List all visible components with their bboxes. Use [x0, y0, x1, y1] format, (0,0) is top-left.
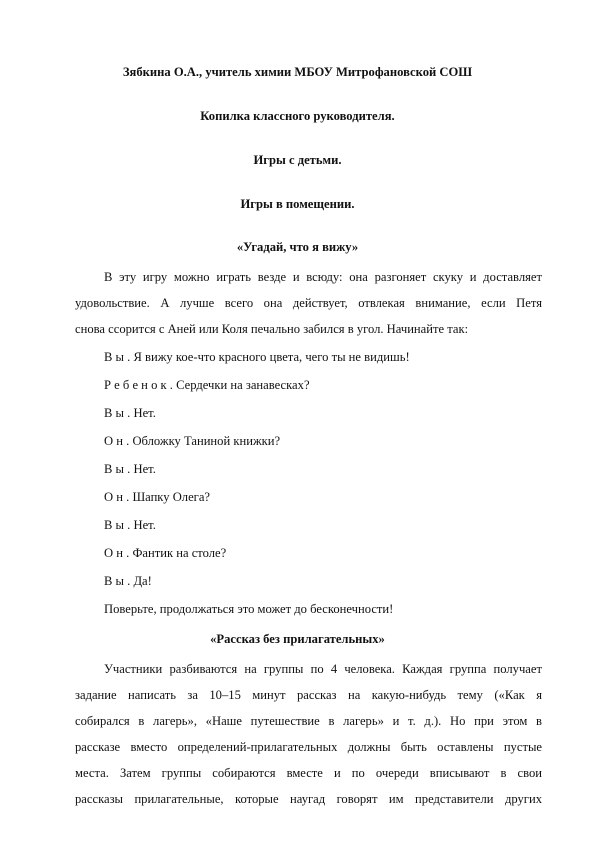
dialogue-text: . Я вижу кое-что красного цвета, чего ты не видишь! [127, 350, 410, 364]
dialogue-line [104, 545, 226, 561]
dialogue-text: . Да! [127, 574, 152, 588]
dialogue-line [104, 349, 410, 365]
game1-intro-line: В эту игру можно играть везде и всюду: она разгоняет скуку и доставляет [104, 270, 542, 284]
game2-line: рассказы прилагательные, которые наугад говорят им представители других [75, 792, 542, 806]
dialogue-speaker: В ы [104, 574, 125, 588]
collection-title: Копилка классного руководителя. [200, 109, 395, 123]
game2-line: Участники разбиваются на группы по 4 человека. Каждая группа получает [104, 662, 542, 676]
game1-title: «Угадай, что я вижу» [236, 240, 359, 254]
dialogue-line [104, 489, 210, 505]
game2-title: «Рассказ без прилагательных» [210, 632, 385, 646]
dialogue-line [104, 461, 156, 477]
dialogue-text: . Сердечки на занавесках? [169, 378, 310, 392]
game1-intro-line: снова ссорится с Аней или Коля печально забился в угол. Начинайте так: [75, 322, 469, 336]
dialogue-text: . Нет. [127, 406, 156, 420]
game1-intro-line: удовольствие. А лучше всего она действует, отвлекая внимание, если Петя [75, 296, 542, 310]
dialogue-speaker: В ы [104, 518, 125, 532]
dialogue-line [104, 405, 156, 421]
game2-line: задание написать за 10–15 минут рассказ на какую-нибудь тему («Как я [75, 688, 542, 702]
dialogue-speaker: В ы [104, 462, 125, 476]
dialogue-text: . Обложку Таниной книжки? [126, 434, 281, 448]
dialogue-speaker: В ы [104, 406, 125, 420]
game2-line: рассказе вместо определений-прилагательных должны быть оставлены пустые [75, 740, 542, 754]
game1-closing: Поверьте, продолжаться это может до бесконечности! [104, 602, 394, 616]
game2-line: собирался в лагерь», «Наше путешествие в лагерь» и т. д.). Но при этом в [75, 714, 542, 728]
dialogue-text: . Шапку Олега? [126, 490, 211, 504]
dialogue-line [104, 517, 156, 533]
dialogue-line [104, 573, 152, 589]
dialogue-speaker: Р е б е н о к [104, 378, 167, 392]
dialogue-text: . Нет. [127, 518, 156, 532]
dialogue-line [104, 377, 310, 393]
subtopic-title: Игры в помещении. [240, 197, 355, 211]
game2-line: места. Затем группы собираются вместе и по очереди вписывают в свои [75, 766, 542, 780]
dialogue-text: . Фантик на столе? [126, 546, 227, 560]
topic-title: Игры с детьми. [253, 153, 342, 167]
dialogue-speaker: О н [104, 434, 123, 448]
dialogue-speaker: О н [104, 490, 123, 504]
dialogue-speaker: О н [104, 546, 123, 560]
author-line: Зябкина О.А., учитель химии МБОУ Митрофановской СОШ [122, 65, 473, 79]
dialogue-speaker: В ы [104, 350, 125, 364]
dialogue-text: . Нет. [127, 462, 156, 476]
dialogue-line [104, 433, 280, 449]
